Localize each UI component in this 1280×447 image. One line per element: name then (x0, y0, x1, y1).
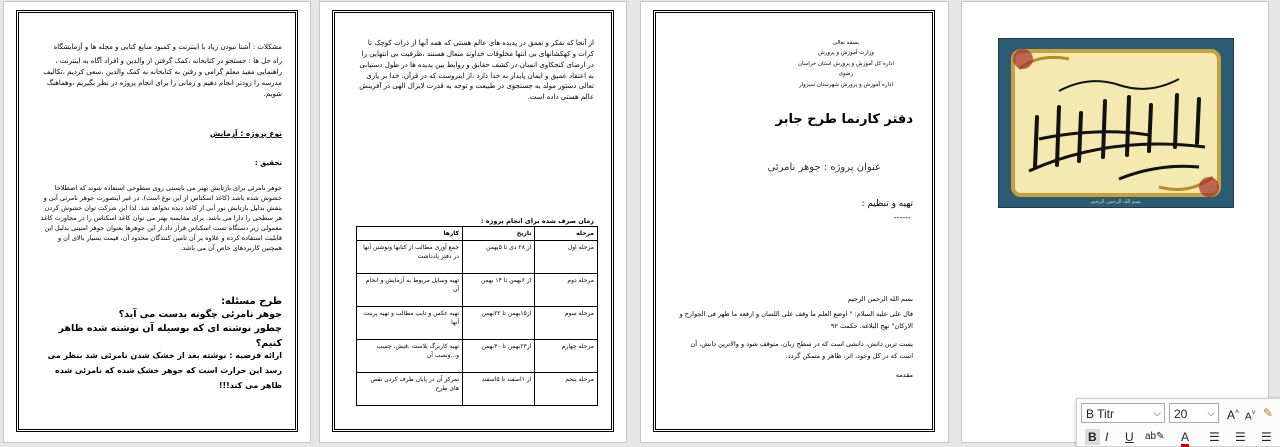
dashes: ------ (893, 213, 911, 222)
table-cell: مرحله سوم (535, 307, 598, 340)
project-type: نوع پروژه : آزمایش (209, 129, 282, 138)
table-cell: جمع آوری مطالب از کتابها ونوشتن آنها در دفتر یادداشت (357, 241, 463, 274)
font-name-select[interactable] (1081, 403, 1165, 423)
hadith-translation: پست ترین دانش، دانشی است که در سطح زبان، متوقف شود و والاترین دانش، آن است که در کل وجود، اثر، ظاهر و متمکن گردد. (690, 340, 913, 361)
table-header: تاریخ (463, 227, 535, 241)
calligraphy-image (998, 38, 1234, 208)
highlight-label: ab (1145, 431, 1157, 442)
table-header-row (357, 227, 598, 241)
chevron-down-icon[interactable]: ⌵ (1207, 408, 1215, 419)
table-cell: تهیه وسایل مربوط به آزمایش و انجام آن (357, 274, 463, 307)
problems-text: مشکلات : آشنا نبودن زیاد با اینترنت و کمبود منابع کتابی و مجله ها و آزمایشگاه (53, 43, 282, 51)
shrink-font-label: A (1245, 411, 1252, 423)
hypothesis-text: ارائه فرضیه : نوشته بعد از خشک شدن نامرئی شد بنظر می رسد این حرارت است که جوهر خشک شده که نامرئی شده ظاهر می کند!!! (47, 351, 282, 391)
header-line: اداره آموزش و پرورش شهرستان سبزوار (798, 81, 894, 88)
problem-title: طرح مسئله: (221, 296, 282, 307)
table-cell: از ۲۸ دی تا ۵بهمن (463, 241, 535, 274)
grow-font-button[interactable]: A˄ (1227, 408, 1240, 422)
table-header: کارها (357, 227, 463, 241)
table-row (357, 340, 598, 373)
header-line: اداره کل آموزش و پرورش استان خراسان رضوی (797, 60, 895, 78)
styles-icon[interactable]: ☰ (1261, 430, 1272, 444)
header-line: وزارت آموزش و پرورش (818, 50, 874, 57)
header-line: بسمه تعالی (832, 40, 860, 46)
document-page-2[interactable] (320, 2, 626, 442)
mini-formatting-toolbar[interactable] (1076, 398, 1280, 447)
font-name-value: B Titr (1086, 407, 1115, 421)
grow-font-label: A (1227, 408, 1236, 422)
header-block (791, 38, 901, 90)
solutions-text: راه حل ها : جستجو در کتابخانه ،کمک گرفتن از والدین و افراد آگاه به اینترنت ، راهنمایی مفید معلم گرامی و رفتن به کتابخانه به کمک والدین ،سعی کردیم ،تکالیف مدرسه را زودتر انجام دهیم و زمانی را برای انجام پروژه در نظر بگیریم ،وهماهنگ شویم. (43, 57, 282, 98)
bold-button[interactable]: B (1085, 429, 1100, 445)
time-spent-label: زمان صرف شده برای انجام پروژه : (480, 217, 594, 225)
calligraphy-caption: بسم الله الرحمن الرحیم (1090, 199, 1142, 205)
numbering-icon[interactable]: ☰ (1235, 430, 1246, 444)
research-body: جوهر نامرئی برای بازتابش بهتر می بایستی روی سطوحی استفاده شوند که اصطلاحا خشوش شده باشد (کاغذ اسکناس از این نوع است). در غیر اینصورت جوهر نامرئی آبی و بنفش بدلیل بازتابش نور آبی از کاغذ دیده نخواهد شد. لذا این شرکت توان خشوش کردن هر سطحی را دارا می باشد. برای مقایسه بهتر می توان کاغذ اسکناس را در مجاورت کاغذ معمولی زیر دستگاه تست اسکناس قرار داد.از این جوهرها بعنوان جوهر امنیتی بدلیل این قابلیت استفاده کرده و علاوه بر آن تامین کنندگان محدود آن، قیمت بسیار بالای آن و همچنین کاربردهای خاص آن می باشد. (40, 184, 282, 253)
phase-table (356, 226, 598, 406)
format-painter-icon[interactable]: ✎ (1263, 406, 1274, 420)
table-cell: تمرکز آن در پایان طرف کردن نقص های طرح (357, 373, 463, 406)
project-title: عنوان پروژه : جوهر نامرئی (767, 162, 881, 173)
table-cell: مرحله پنجم (535, 373, 598, 406)
research-label: تحقیق : (254, 159, 282, 167)
table-cell: از۲۳بهمن تا ۳۰بهمن (463, 340, 535, 373)
table-row (357, 373, 598, 406)
bullets-icon[interactable]: ☰ (1209, 430, 1220, 444)
font-size-value: 20 (1174, 407, 1188, 421)
chevron-down-icon[interactable]: ⌵ (1153, 408, 1161, 419)
hadith-text: قال علی علیه السلام: " اوضع العلم ما وقف علی اللسان و ارفعه ما ظهر فی الجوارح و الارکان" نهج البلاغه، حکمت ۹۲ (679, 310, 913, 331)
table-header: مرحله (535, 227, 598, 241)
table-row (357, 307, 598, 340)
intro-paragraph: از آنجا که تفکر و تعمق در پدیده های عالم هستی که همه آنها از ذرات کوچک تا کرات و کهکشانهای بی انتها مخلوقات خداوند متعال هستند ،ظرفیت بی انتهایی را در ارضای کنجکاوی انسان در کشف حقایق و روابط بین پدیده ها در طول دستیابی به اعتقاد عمیق و ایمان پایدار به خدا دارد ،از اینروست که در قرآن، خدا بر یاری تعالی دستور مولد به جستجوی در طبیعت و توجه به قدرت لایزال الهی در آفرینش عالم هستی داده است. (359, 39, 594, 102)
font-color-button[interactable] (1181, 429, 1189, 445)
italic-button[interactable]: I (1105, 430, 1109, 444)
table-cell: تهیه عکس و تایپ مطالب و تهیه پرینت آنها (357, 307, 463, 340)
table-row (357, 274, 598, 307)
table-cell: مرحله اول (535, 241, 598, 274)
highlight-button[interactable]: ab✎ (1145, 431, 1165, 442)
shrink-font-button[interactable]: A˅ (1245, 410, 1256, 423)
font-color-label: A (1181, 430, 1189, 447)
underline-button[interactable]: U (1125, 430, 1134, 444)
table-cell: از ۶بهمن تا ۱۴ بهمن (463, 274, 535, 307)
intro-label: مقدمه (895, 371, 913, 379)
document-page-1[interactable] (4, 2, 310, 442)
table-cell: مرحله دوم (535, 274, 598, 307)
document-page-4[interactable] (962, 2, 1268, 442)
question-2: چطور نوشته ای که بوسیله آن نوشته شده ظاهر کنیم؟ (58, 323, 282, 349)
document-title: دفتر کارنما طرح جابر (775, 112, 913, 127)
table-row (357, 241, 598, 274)
calligraphy-art (999, 39, 1233, 207)
table-cell: تهیه کاربرگ پلاست ،فیش، چسب و...ونصب آن (357, 340, 463, 373)
table-cell: مرحله چهارم (535, 340, 598, 373)
document-page-3[interactable] (641, 2, 948, 442)
table-cell: از۱۵بهمن تا ۲۲بهمن (463, 307, 535, 340)
prepared-by-label: تهیه و تنظیم : (861, 199, 913, 209)
font-size-select[interactable] (1169, 403, 1219, 423)
bismillah-text: بسم الله الرحمن الرحیم (847, 295, 913, 303)
question-1: جوهر نامرئی چگونه بدست می آید؟ (118, 309, 282, 320)
table-cell: از ۱اسفند تا ۵اسفند (463, 373, 535, 406)
